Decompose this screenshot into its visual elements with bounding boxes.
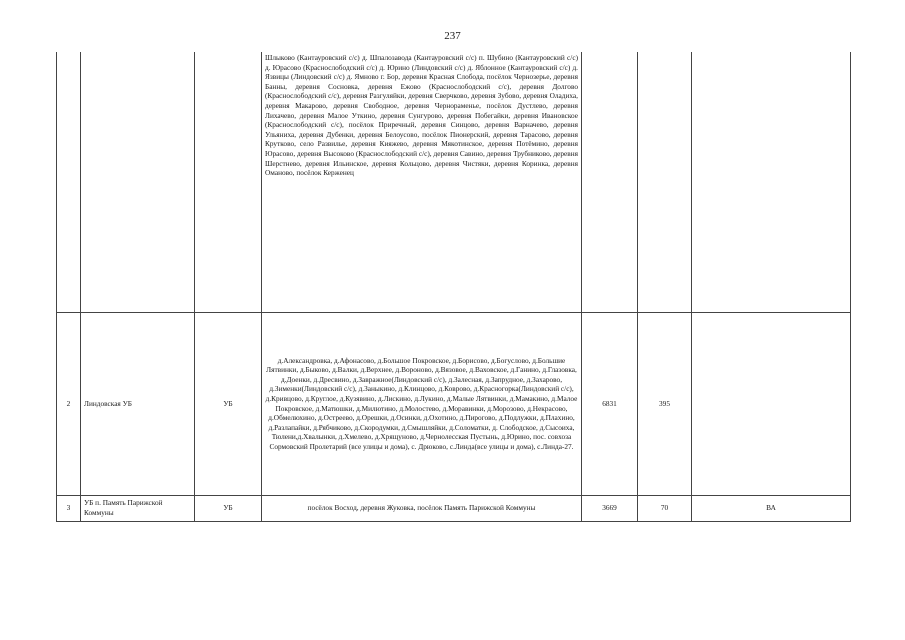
page-number: 237 — [444, 30, 461, 42]
row-number — [57, 52, 81, 312]
row-number: 3 — [57, 495, 81, 521]
settlements-list: посёлок Восход, деревня Жуковка, посёлок Память Парижской Коммуны — [262, 495, 582, 521]
institution-name: УБ п. Память Парижской Коммуны — [81, 495, 195, 521]
table-row — [57, 495, 851, 521]
row-number: 2 — [57, 312, 81, 495]
population-value — [582, 52, 638, 312]
institution-type: УБ — [195, 495, 262, 521]
settlements-list: д.Александровка, д.Афонасово, д.Большое Покровское, д.Борисово, д.Богуслово, д.Большие Лятвинки, д.Быково, д.Валки, д.Верхнее, д.Вороново, д.Вязовое, д.Ваховское, д.Ганино, д.Глазовка, д.Доенки, д.Дресвино, д.Завражное(Линдовский с/с), д.Залесная, д.Запрудное, д.Захарово, д.Зименки(Линдовский с/с), д.Заныкино, д.Клинцово, д.Коврово, д.Красногорка(Линдовский с/с), д.Кривцово, д.Круглое, д.Кузявино, д.Лискино, д.Лукино, д.Малые Лятвинки, д.Мамакино, д.Малое Покровское, д.Матюшки, д.Милютино, д.Молостево, д.Моравинки, д.Морозово, д.Некрасово, д.Обмелюхино, д.Остреево, д.Орешки, д.Осинки, д.Охотино, д.Пирогово, д.Подлужки, д.Плахино, д.Разлапайки, д.Рябчиково, д.Скородумки, д.Смышляйки, д.Соломатки, д. Слободское, д.Сысоиха, Тюлени,д.Хвалынки, д.Хмелево, д.Хрящуново, д.Чернолесская Пустынь, д.Юрино, пос. совхоза Сормовский Пролетарий (все улицы и дома), с. Дрюково, с.Линда(все улицы и дома), с.Линда-27. — [262, 312, 582, 495]
note-value — [692, 52, 851, 312]
population-value: 3669 — [582, 495, 638, 521]
institution-name — [81, 52, 195, 312]
note-value: ВА — [692, 495, 851, 521]
note-value — [692, 312, 851, 495]
table-row — [57, 52, 851, 312]
count-value: 395 — [638, 312, 692, 495]
settlements-list: Шлыково (Кантауровский с/с) д. Шпалозавода (Кантауровский с/с) п. Шубино (Кантауровский с/с) д. Юрасово (Краснослободский с/с) д. Юрино (Линдовский с/с) д. Яблонное (Кантауровский с/с) д. Язвицы (Линдовский с/с) д. Ямново г. Бор, деревня Красная Слобода, посёлок Чернозерье, деревня Банны, деревня Сосновка, деревня Ежово (Краснослободский с/с), деревня Долгово (Краснослободский с/с), деревня Разгуляйки, деревня Сверчково, деревня Зубово, деревня Оладиха, деревня Макарово, деревня Свободное, деревня Чернораменье, посёлок Дустлево, деревня Лихачево, деревня Малое Уткино, деревня Сунгурово, деревня Побегайки, деревня Ивановское (Краснослободский с/с), посёлок Приречный, деревня Синцово, деревня Варначево, деревня Ульяниха, деревня Дубенки, деревня Белоусово, посёлок Пионерский, деревня Тарасово, деревня Крутково, село Развилье, деревня Кияжево, деревня Мякотинское, деревня Потёмино, деревня Юрасово, деревня Высоково (Краснослободский с/с), деревня Савино, деревня Трубниково, деревня Шерстнево, деревня Ильинское, деревня Кольцово, деревня Чистяки, деревня Коринка, деревня Оманово, посёлок Керженец — [262, 52, 582, 312]
table-row — [57, 312, 851, 495]
count-value: 70 — [638, 495, 692, 521]
population-value: 6831 — [582, 312, 638, 495]
count-value — [638, 52, 692, 312]
institution-type: УБ — [195, 312, 262, 495]
institution-type — [195, 52, 262, 312]
settlements-table — [56, 52, 851, 522]
institution-name: Линдовская УБ — [81, 312, 195, 495]
